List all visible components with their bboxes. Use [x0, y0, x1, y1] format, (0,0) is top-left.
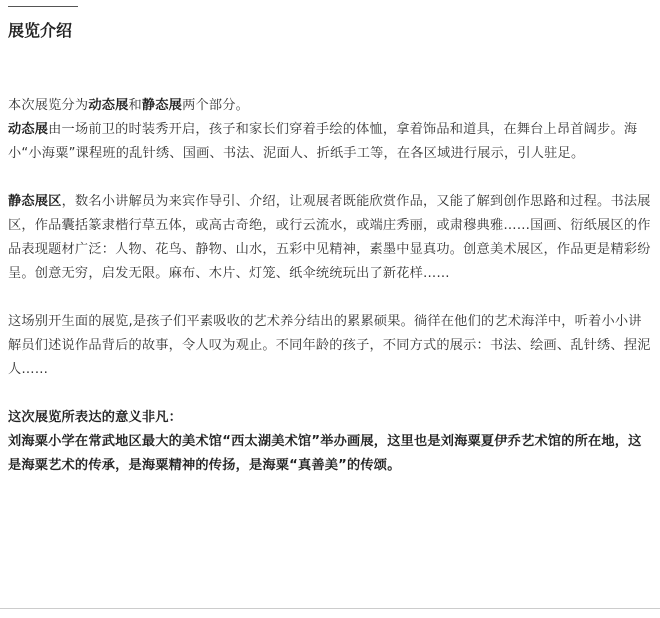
intro-text-b: 和: [128, 98, 142, 113]
paragraph-significance: [8, 406, 653, 478]
bottom-divider: [0, 608, 660, 609]
significance-heading: 这次展览所表达的意义非凡：: [8, 410, 183, 425]
static-exhibit-text: ，数名小讲解员为来宾作导引、介绍，让观展者既能欣赏作品，又能了解到创作思路和过程。书法展区，作品囊括篆隶楷行草五体，或高古奇绝，或行云流水，或端庄秀丽，或肃穆典雅……国画、衍纸展区的作品表现题材广泛：人物、花鸟、静物、山水，五彩中见精神，素墨中显真功。创意美术展区，作品更是精彩纷呈。创意无穷，启发无限。麻布、木片、灯笼、纸伞统统玩出了新花样……: [8, 194, 651, 281]
article-body: [8, 94, 653, 478]
paragraph-achievement: [8, 310, 653, 382]
achievement-text: 这场别开生面的展览,是孩子们平素吸收的艺术养分结出的累累硕果。徜徉在他们的艺术海洋中，听着小小讲解员们述说作品背后的故事，令人叹为观止。不同年龄的孩子，不同方式的展示：书法、绘画、乱针绣、捏泥人……: [8, 314, 651, 377]
dynamic-exhibit-text: 由一场前卫的时装秀开启，孩子和家长们穿着手绘的体恤，拿着饰品和道具，在舞台上昂首阔步。海小“小海粟”课程班的乱针绣、国画、书法、泥面人、折纸手工等，在各区域进行展示，引人驻足。: [8, 122, 638, 161]
paragraph-static-exhibit: [8, 190, 653, 286]
dynamic-exhibit-lead: 动态展: [8, 122, 49, 137]
intro-text-c: 两个部分。: [182, 98, 249, 113]
static-exhibit-label: 静态展: [141, 98, 183, 113]
significance-body: 刘海粟小学在常武地区最大的美术馆“西太湖美术馆”举办画展，这里也是刘海粟夏伊乔艺术馆的所在地，这是海粟艺术的传承，是海粟精神的传扬，是海粟“真善美”的传颂。: [8, 434, 642, 473]
static-exhibit-lead: 静态展区: [8, 194, 62, 209]
dynamic-exhibit-label: 动态展: [88, 98, 129, 113]
intro-text-a: 本次展览分为: [8, 98, 89, 113]
section-title: 展览介绍: [8, 21, 73, 40]
top-divider: [8, 6, 78, 7]
paragraph-exhibition-parts: [8, 94, 653, 166]
